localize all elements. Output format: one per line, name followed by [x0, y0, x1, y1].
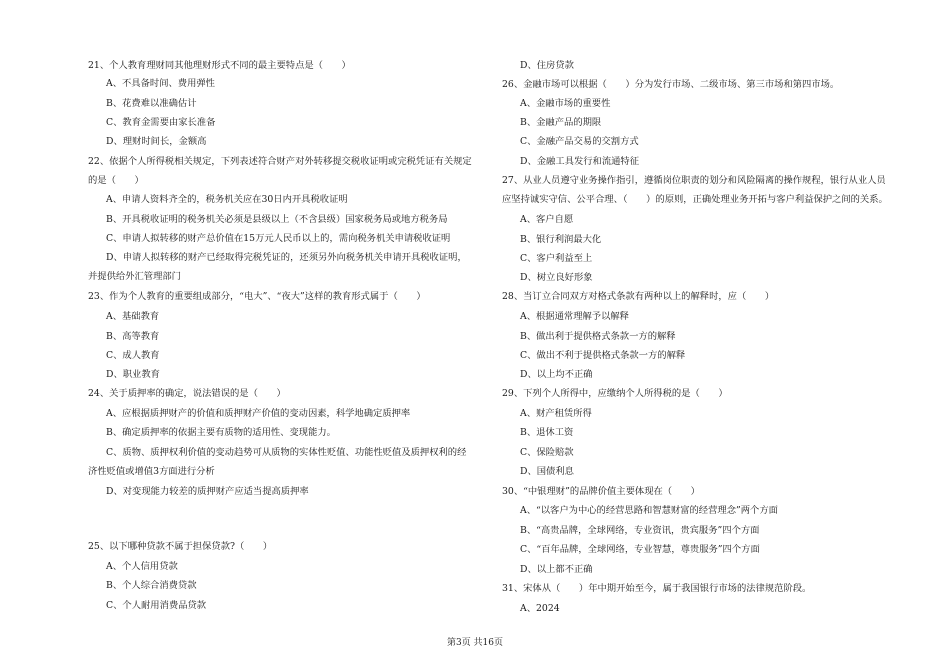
answer-option: A、2024 — [520, 603, 560, 614]
answer-option: D、职业教育 — [106, 369, 160, 380]
question-text: 济性贬值或增值3方面进行分析 — [88, 466, 215, 477]
answer-option: D、金融工具发行和流通特征 — [520, 156, 640, 167]
answer-option: C、成人教育 — [106, 350, 160, 361]
answer-option: C、“百年品牌，全球网络，专业智慧，尊贵服务”四个方面 — [520, 544, 760, 555]
answer-option: D、住房贷款 — [520, 60, 574, 71]
answer-option: A、基础教育 — [106, 311, 160, 322]
answer-option: B、高等教育 — [106, 331, 160, 342]
answer-option: C、申请人拟转移的财产总价值在15万元人民币以上的，需向税务机关申请税收证明 — [106, 233, 451, 244]
answer-option: B、个人综合消费贷款 — [106, 580, 197, 591]
answer-option: B、开具税收证明的税务机关必须是县级以上（不含县级）国家税务局或地方税务局 — [106, 214, 448, 225]
answer-option: A、不具备时间、费用弹性 — [106, 78, 215, 89]
answer-option: D、树立良好形象 — [520, 272, 593, 283]
answer-option: C、保险赔款 — [520, 447, 574, 458]
question-text: 31、宋体从（ ）年中期开始至今，属于我国银行市场的法律规范阶段。 — [502, 583, 812, 594]
question-text: 29、下列个人所得中，应缴纳个人所得税的是（ ） — [502, 388, 728, 399]
answer-option: A、金融市场的重要性 — [520, 98, 611, 109]
answer-option: D、申请人拟转移的财产已经取得完税凭证的，还须另外向税务机关申请开具税收证明， — [106, 252, 467, 263]
answer-option: B、做出利于提供格式条款一方的解释 — [520, 331, 676, 342]
answer-option: A、个人信用贷款 — [106, 561, 178, 572]
answer-option: B、确定质押率的依据主要有质物的适用性、变现能力。 — [106, 427, 336, 438]
question-text: 26、金融市场可以根据（ ）分为发行市场、二级市场、第三市场和第四市场。 — [502, 79, 840, 90]
answer-option: C、金融产品交易的交割方式 — [520, 136, 639, 147]
answer-option: D、理财时间长，金额高 — [106, 136, 207, 147]
answer-option: C、做出不利于提供格式条款一方的解释 — [520, 350, 686, 361]
answer-option: A、应根据质押财产的价值和质押财产价值的变动因素，科学地确定质押率 — [106, 408, 411, 419]
answer-option: A、客户自愿 — [520, 214, 574, 225]
answer-option: C、客户利益至上 — [520, 253, 593, 264]
question-text: 25、以下哪种贷款不属于担保贷款?（ ） — [88, 541, 273, 552]
answer-option: B、银行利润最大化 — [520, 234, 602, 245]
answer-option: B、“高贵品牌，全球网络，专业资讯，贵宾服务”四个方面 — [520, 525, 760, 536]
answer-option: A、申请人资料齐全的，税务机关应在30日内开具税收证明 — [106, 194, 348, 205]
answer-option: D、以上均不正确 — [520, 369, 593, 380]
question-text: 22、依据个人所得税相关规定，下列表述符合财产对外转移提交税收证明或完税凭证有关规定 — [88, 156, 472, 167]
question-text: 23、作为个人教育的重要组成部分，“电大”、“夜大”这样的教育形式属于（ ） — [88, 291, 426, 302]
answer-option: A、财产租赁所得 — [520, 408, 592, 419]
page-footer: 第3页 共16页 — [446, 638, 504, 648]
question-text: 27、从业人员遵守业务操作指引，遵循岗位职责的划分和风险隔离的操作规程，银行从业人员 — [502, 175, 886, 186]
question-text: 21、个人教育理财同其他理财形式不同的最主要特点是（ ） — [88, 60, 351, 71]
question-text: 30、“中银理财”的品牌价值主要体现在（ ） — [502, 486, 700, 497]
answer-option: A、“以客户为中心的经营思路和智慧财富的经营理念”两个方面 — [520, 505, 778, 516]
answer-option: B、花费难以准确估计 — [106, 98, 197, 109]
question-text: 并提供给外汇管理部门 — [88, 271, 181, 282]
answer-option: C、质物、质押权利价值的变动趋势可从质物的实体性贬值、功能性贬值及质押权利的经 — [106, 447, 467, 458]
answer-option: D、国债利息 — [520, 466, 574, 477]
answer-option: D、对变现能力较差的质押财产应适当提高质押率 — [106, 486, 309, 497]
question-text: 24、关于质押率的确定，说法错误的是（ ） — [88, 388, 286, 399]
answer-option: C、教育金需要由家长准备 — [106, 117, 216, 128]
answer-option: D、以上都不正确 — [520, 564, 593, 575]
answer-option: B、退休工资 — [520, 427, 574, 438]
question-text: 的是（ ） — [88, 175, 144, 186]
answer-option: A、根据通常理解予以解释 — [520, 311, 629, 322]
answer-option: B、金融产品的期限 — [520, 117, 602, 128]
answer-option: C、个人耐用消费品贷款 — [106, 600, 207, 611]
question-text: 应坚持诚实守信、公平合理、（ ）的原则，正确处理业务开拓与客户利益保护之间的关系。 — [502, 194, 888, 205]
question-text: 28、当订立合同双方对格式条款有两种以上的解释时，应（ ） — [502, 291, 775, 302]
